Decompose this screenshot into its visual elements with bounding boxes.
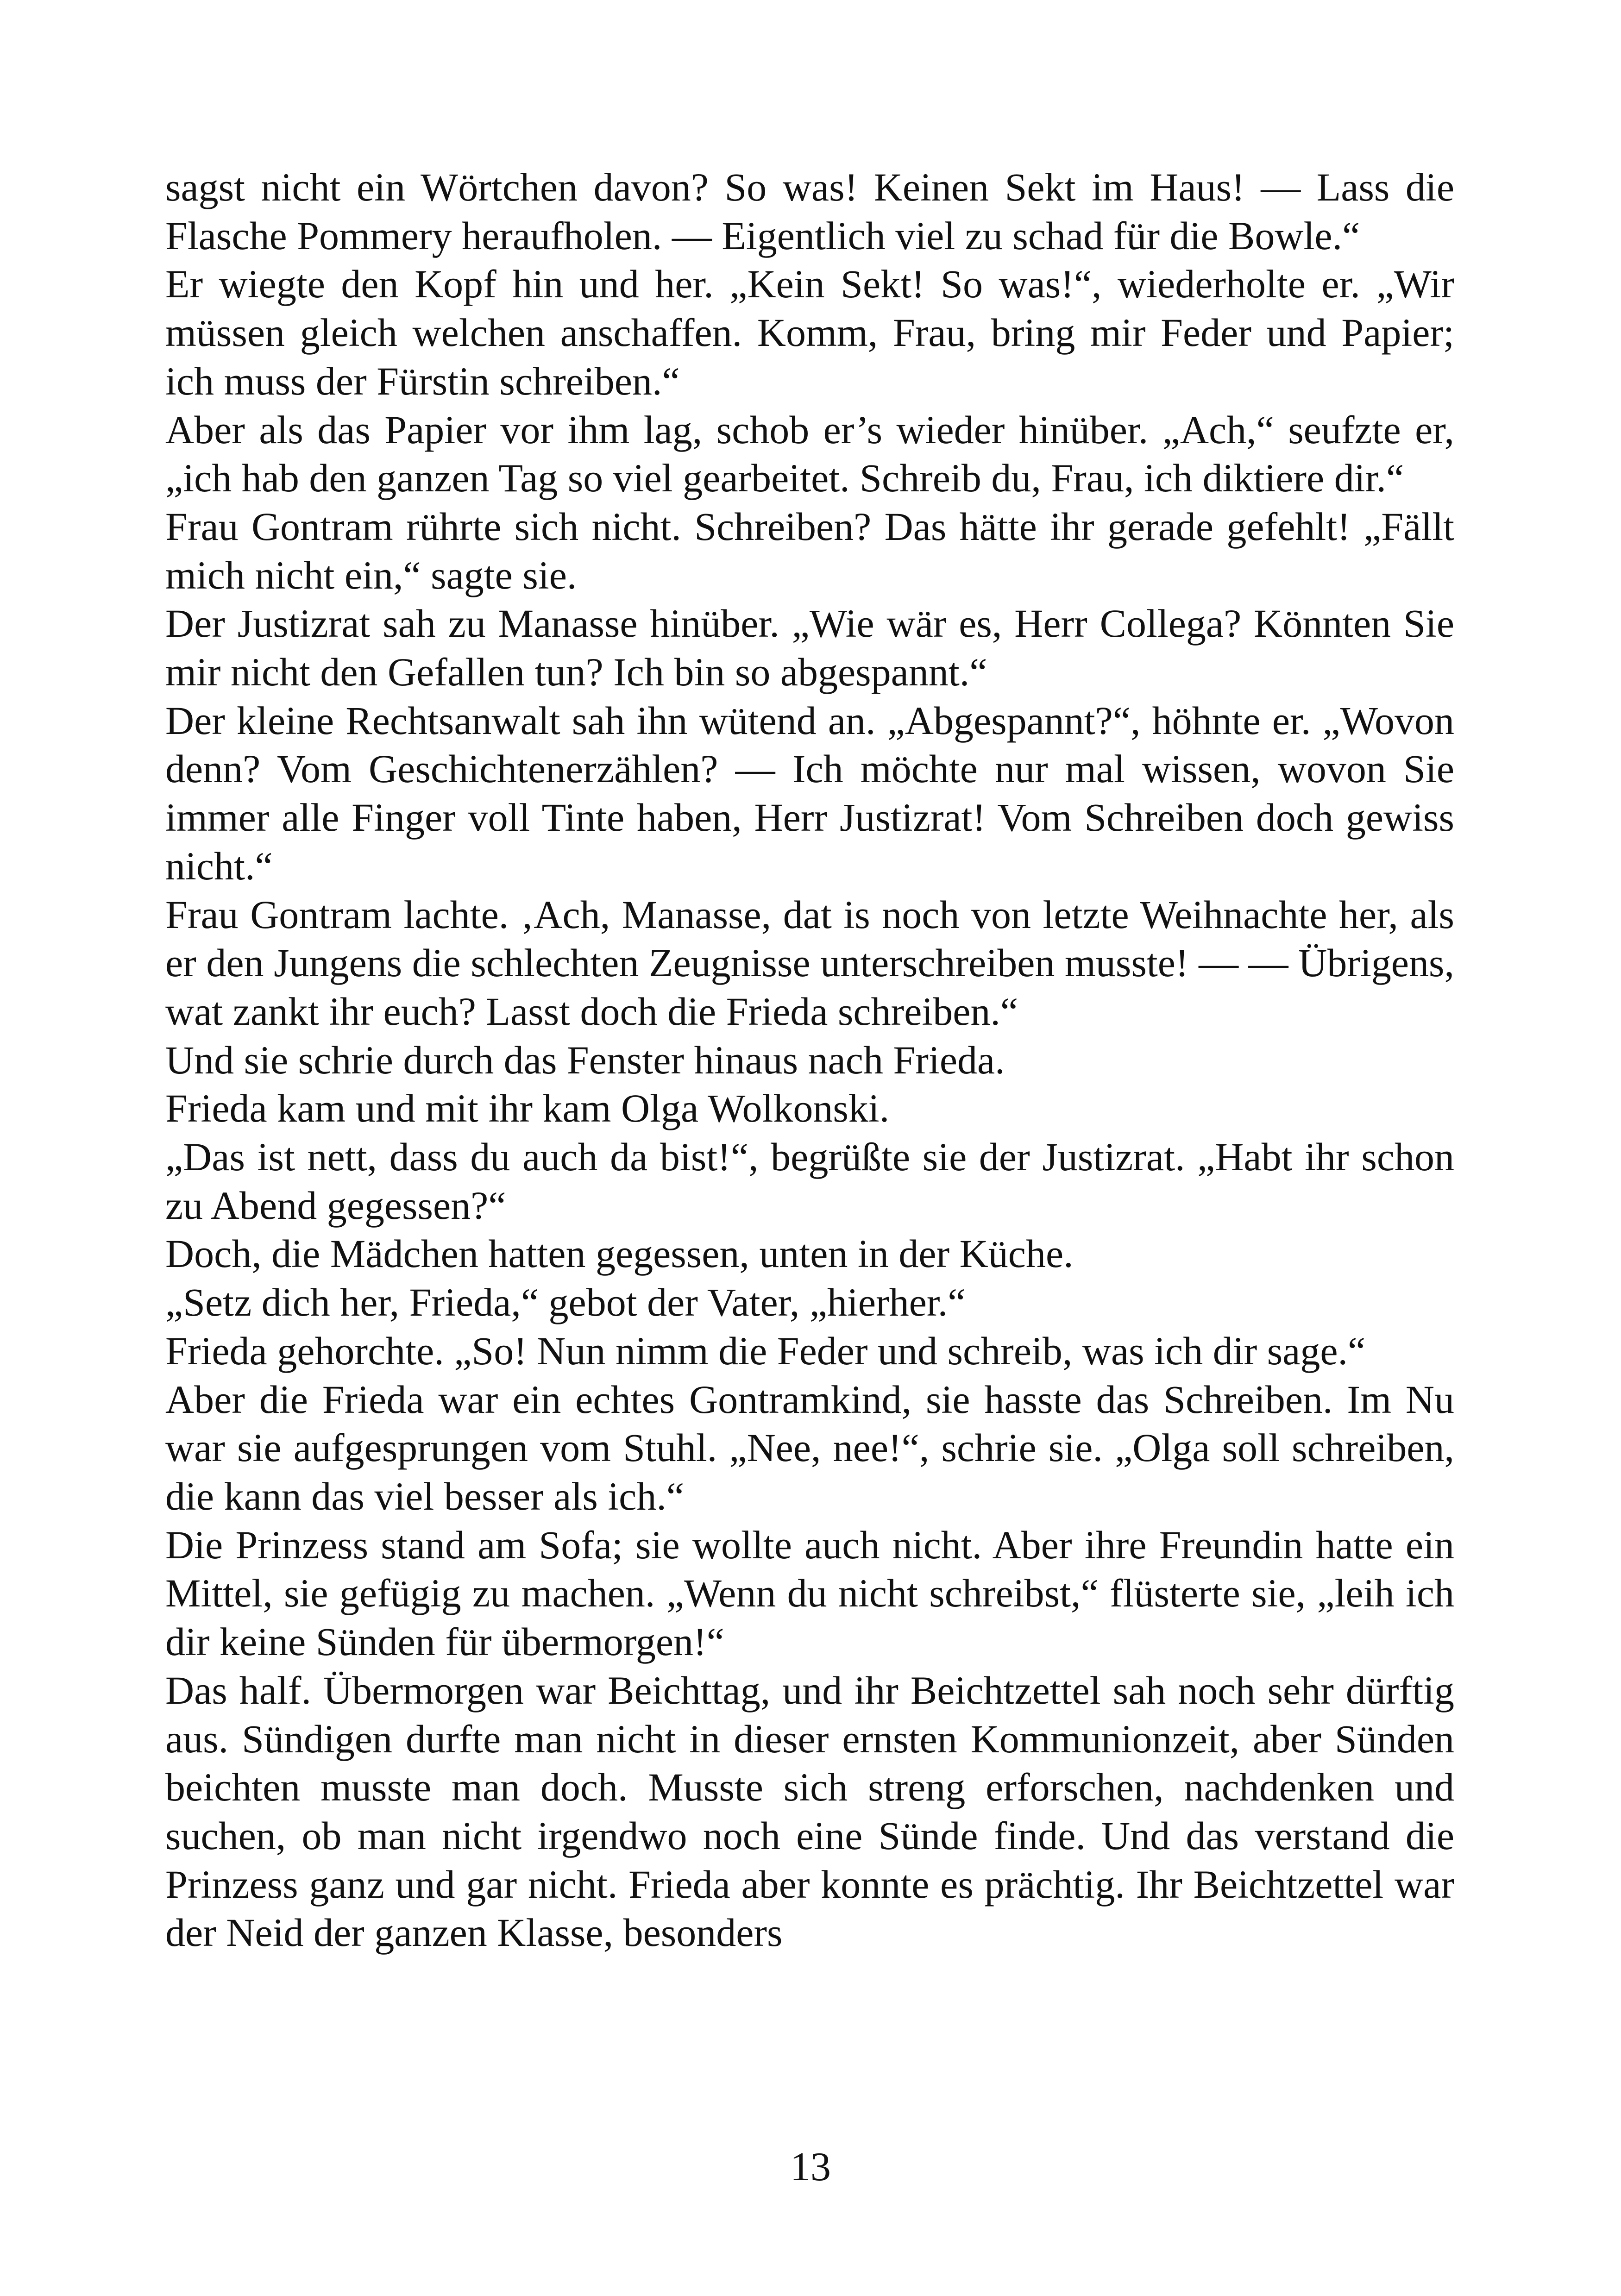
paragraph-12: „Setz dich her, Frieda,“ gebot der Vater, „hierher.“ [165,1280,966,1325]
paragraph-9: Frieda kam und mit ihr kam Olga Wolkonski. [165,1086,890,1131]
paragraph-5: Der Justizrat sah zu Manasse hinüber. „Wie wär es, Herr Collega? Könnten Sie mir nicht den Gefallen tun? Ich bin so abgespannt.“ [165,601,1454,695]
body-text [165,163,1454,1957]
paragraph-15: Die Prinzess stand am Sofa; sie wollte auch nicht. Aber ihre Freundin hatte ein Mittel, sie gefügig zu machen. „Wenn du nicht schreibst,“ flüsterte sie, „leih ich dir keine Sünden für übermorgen!“ [165,1522,1454,1664]
paragraph-10: „Das ist nett, dass du auch da bist!“, begrüßte sie der Justizrat. „Habt ihr schon zu Abend gegessen?“ [165,1135,1454,1228]
paragraph-7: Frau Gontram lachte. ‚Ach, Manasse, dat is noch von letzte Weihnachte her, als er den Jungens die schlechten Zeugnisse unterschreiben musste! — — Übrigens, wat zankt ihr euch? Lasst doch die Frieda schreiben.“ [165,892,1454,1034]
paragraph-2: Er wiegte den Kopf hin und her. „Kein Sekt! So was!“, wiederholte er. „Wir müssen gleich welchen anschaffen. Komm, Frau, bring mir Feder und Papier; ich muss der Fürstin schreiben.“ [165,262,1454,403]
paragraph-11: Doch, die Mädchen hatten gegessen, unten in der Küche. [165,1231,1074,1276]
paragraph-13: Frieda gehorchte. „So! Nun nimm die Feder und schreib, was ich dir sage.“ [165,1328,1366,1373]
paragraph-3: Aber als das Papier vor ihm lag, schob er’s wieder hinüber. „Ach,“ seufzte er, „ich hab den ganzen Tag so viel gearbeitet. Schreib du, Frau, ich diktiere dir.“ [165,407,1454,501]
paragraph-4: Frau Gontram rührte sich nicht. Schreiben? Das hätte ihr gerade gefehlt! „Fällt mich nicht ein,“ sagte sie. [165,504,1454,597]
paragraph-1: sagst nicht ein Wörtchen davon? So was! Keinen Sekt im Haus! — Lass die Flasche Pommery heraufholen. — Eigentlich viel zu schad für die Bowle.“ [165,165,1454,258]
page-number: 13 [790,2145,831,2189]
paragraph-8: Und sie schrie durch das Fenster hinaus nach Frieda. [165,1037,1005,1082]
paragraph-6: Der kleine Rechtsanwalt sah ihn wütend an. „Abgespannt?“, höhnte er. „Wovon denn? Vom Geschichtenerzählen? — Ich möchte nur mal wissen, wovon Sie immer alle Finger voll Tinte haben, Herr Justizrat! Vom Schreiben doch gewiss nicht.“ [165,698,1454,888]
paragraph-16: Das half. Übermorgen war Beichttag, und ihr Beichtzettel sah noch sehr dürftig aus. Sündigen durfte man nicht in dieser ernsten Kommunionzeit, aber Sünden beichten musste man doch. Musste sich streng erforschen, nachdenken und suchen, ob man nicht irgendwo noch eine Sünde finde. Und das verstand die Prinzess ganz und gar nicht. Frieda aber konnte es prächtig. Ihr Beichtzettel war der Neid der ganzen Klasse, besonders [165,1668,1454,1955]
paragraph-14: Aber die Frieda war ein echtes Gontramkind, sie hasste das Schreiben. Im Nu war sie aufgesprungen vom Stuhl. „Nee, nee!“, schrie sie. „Olga soll schreiben, die kann das viel besser als ich.“ [165,1377,1454,1518]
